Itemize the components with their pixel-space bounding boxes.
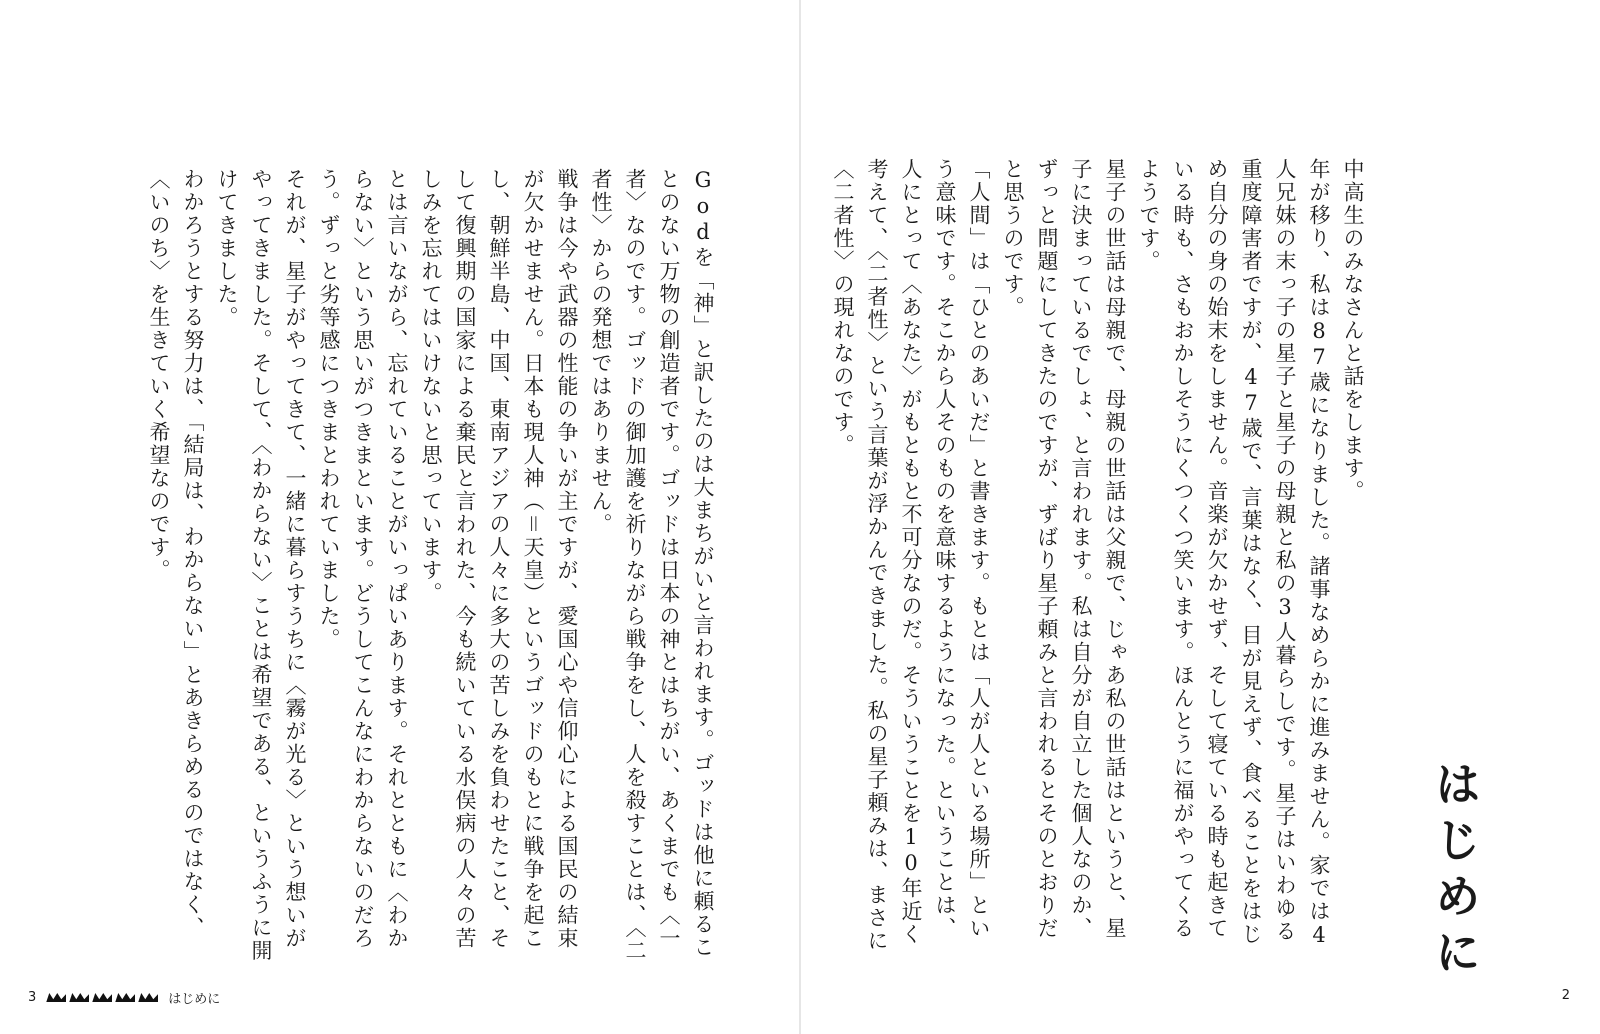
paragraph: 「人間」は「ひとのあいだ」と書きます。もとは「人が人といる場所」という意味です。そこから人そのものを意味するようになった。ということは、人にとって〈あなた〉がもともと不可分なのだ。そういうことを10年近く考えて、〈二者性〉という言葉が浮かんできました。私の星子頼みは、まさに〈二者性〉の現れなのです。 (831, 158, 991, 953)
running-header: はじめに (168, 992, 221, 1007)
chapter-title: はじめに (1428, 760, 1482, 984)
paragraph: Godを「神」と訳したのは大まちがいと言われます。ゴッドは他に頼ることのない万物の創造者です。ゴッドは日本の神とはちがい、あくまでも〈一者〉なのです。ゴッドの御加護を祈りながら戦争をし、人を殺すことは、〈二者性〉からの発想ではありません。 (589, 168, 715, 963)
paragraph: 中高生のみなさんと話をします。 (1341, 158, 1365, 503)
right-page-body (831, 158, 1370, 958)
left-page-body (100, 168, 720, 968)
page-number: 3 (28, 990, 37, 1005)
paragraph: わかろうとする努力は、「結局は、わからない」とあきらめるのではなく、〈いのち〉を生きていく希望なのです。 (147, 168, 205, 940)
page-gutter (799, 0, 801, 1034)
paragraph: 年が移り、私は87歳になりました。諸事なめらかに進みません。家では4人兄妹の末っ子の星子と星子の母親と私の3人暮らしです。星子はいわゆる重度障害者ですが、47歳で、言葉はなく、目が見えず、食べることをはじめ自分の身の始末をしません。音楽が欠かせず、そして寝ている時も起きている時も、さもおかしそうにくつくつ笑います。ほんとうに福がやってくるようです。 (1137, 158, 1331, 949)
decorative-ornament-icon (46, 993, 158, 1002)
left-page-footer (28, 988, 220, 1007)
paragraph: 戦争は今や武器の性能の争いが主ですが、愛国心や信仰心による国民の結束が欠かせません。日本も現人神（＝天皇）というゴッドのもとに戦争を起こし、朝鮮半島、中国、東南アジアの人々に多大の苦しみを負わせたこと、そして復興期の国家による棄民と言われた、今も続いている水俣病の人々の苦しみを忘れてはいけないと思っています。 (419, 168, 579, 950)
paragraph: それが、星子がやってきて、一緒に暮らすうちに〈霧が光る〉という想いがやってきました。そして、〈わからない〉ことは希望である、というふうに開けてきました。 (215, 168, 307, 963)
paragraph: とは言いながら、忘れていることがいっぱいあります。それとともに〈わからない〉という思いがつきまといます。どうしてこんなにわからないのだろう。ずっと劣等感につきまとわれていました。 (317, 168, 409, 950)
page-number: 2 (1561, 988, 1570, 1003)
paragraph: 星子の世話は母親で、母親の世話は父親で、じゃあ私の世話はというと、星子に決まっているでしょ、と言われます。私は自分が自立した個人なのか、ずっと問題にしてきたのですが、ずばり星子頼みと言われるとそのとおりだと思うのです。 (1001, 158, 1127, 940)
